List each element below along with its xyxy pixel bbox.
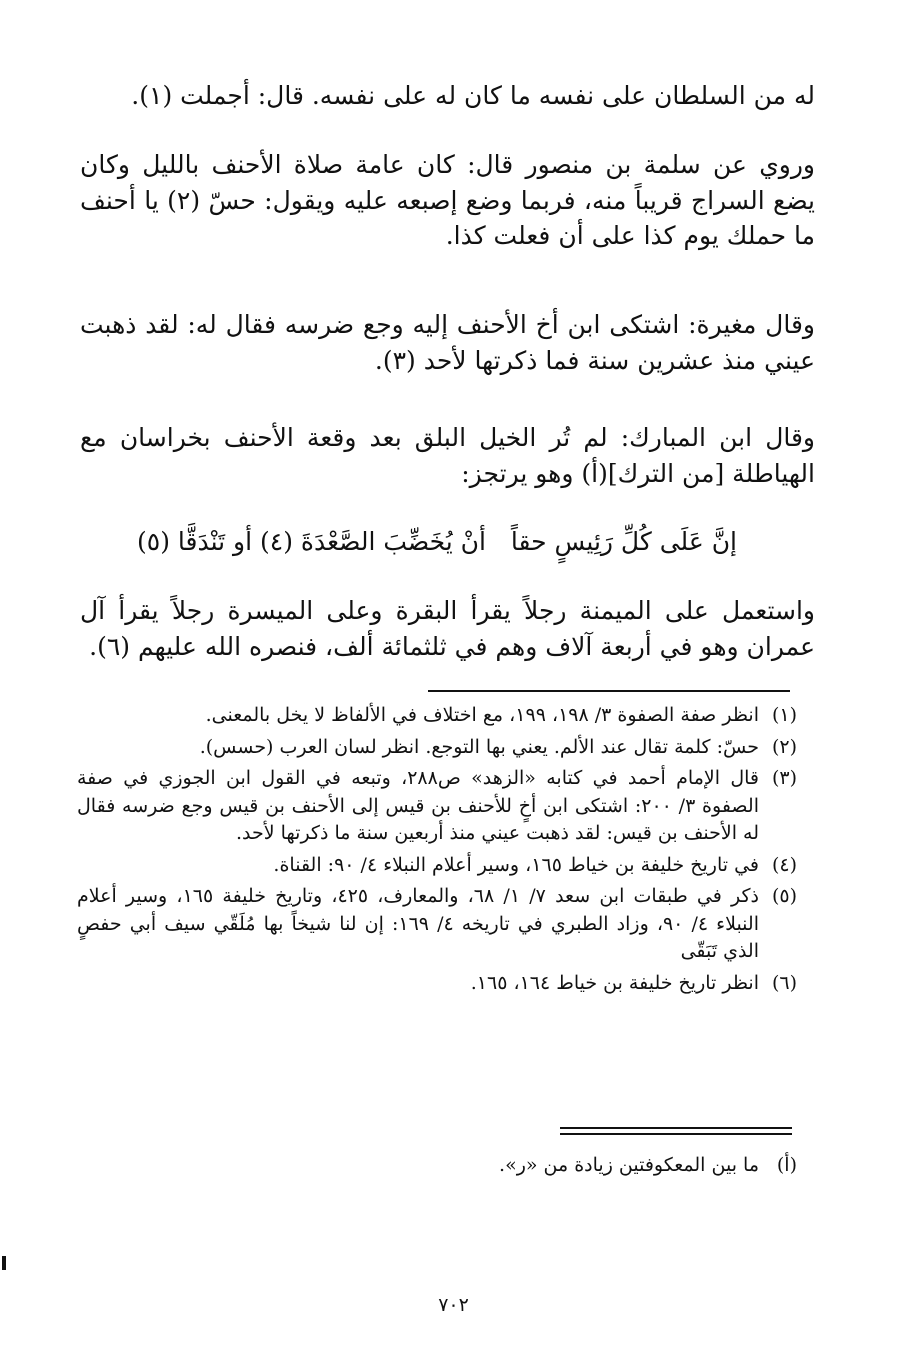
main-text-paragraph-5 (80, 593, 815, 664)
footnote-number: (٢) (771, 735, 797, 758)
footnote-text: انظر صفة الصفوة ٣/ ١٩٨، ١٩٩، مع اختلاف في الألفاظ لا يخل بالمعنى. (205, 704, 759, 726)
footnote-3 (77, 765, 797, 848)
footnote-number: (٣) (771, 767, 797, 790)
paragraph-text: وقال ابن المبارك: لم تُر الخيل البلق بعد وقعة الأحنف بخراسان مع الهياطلة [من الترك](أ) وهو يرتجز: (80, 423, 815, 488)
main-text-paragraph-3 (80, 307, 815, 378)
paragraph-text: وقال مغيرة: اشتكى ابن أخ الأحنف إليه وجع ضرسه فقال له: لقد ذهبت عيني منذ عشرين سنة فما ذكرتها لأحد (٣). (80, 310, 815, 375)
footnote-text: ذكر في طبقات ابن سعد ٧/ ١/ ٦٨، والمعارف، ٤٢٥، وتاريخ خليفة ١٦٥، وسير أعلام النبلاء ٤/ ٩٠، وزاد الطبري في تاريخه ٤/ ١٦٩: إن لنا شيخاً بها مُلَقّي سيف أبي حفصٍ الذي تَبَقّى (77, 885, 759, 963)
editor-note-separator (560, 1127, 792, 1135)
footnote-number: (٤) (771, 853, 797, 876)
paragraph-text: له من السلطان على نفسه ما كان له على نفسه. قال: أجملت (١). (131, 81, 815, 110)
editor-note (77, 1152, 797, 1184)
main-text-paragraph-2 (80, 147, 815, 254)
footnote-1 (77, 702, 797, 730)
scan-edge-mark (2, 1256, 6, 1270)
poetry-verse (137, 524, 737, 559)
footnote-number: (٥) (771, 885, 797, 908)
footnote-text: في تاريخ خليفة بن خياط ١٦٥، وسير أعلام النبلاء ٤/ ٩٠: القناة. (273, 853, 759, 876)
footnote-text: قال الإمام أحمد في كتابه «الزهد» ص٢٨٨، وتبعه في القول ابن الجوزي في صفة الصفوة ٣/ ٢٠٠: اشتكى ابن أخٍ للأحنف بن قيس إلى الأحنف بن قيس وجع ضرسه فقال له الأحنف بن قيس: لقد ذهبت عيني منذ أربعين سنة ما ذكرتها لأحد. (77, 767, 759, 845)
paragraph-text: واستعمل على الميمنة رجلاً يقرأ البقرة وعلى الميسرة رجلاً يقرأ آل عمران وهو في أربعة آلاف وهم في ثلثمائة ألف، فنصره الله عليهم (٦). (80, 596, 815, 661)
footnote-2 (77, 734, 797, 762)
footnotes-section (77, 702, 797, 1001)
paragraph-text: وروي عن سلمة بن منصور قال: كان عامة صلاة الأحنف بالليل وكان يضع السراج قريباً منه، فربما وضع إصبعه عليه ويقول: حسّ (٢) يا أحنف ما حملك يوم كذا على أن فعلت كذا. (80, 150, 816, 250)
footnote-separator (428, 690, 790, 692)
footnote-number: (١) (771, 704, 797, 726)
footnote-text: انظر تاريخ خليفة بن خياط ١٦٤، ١٦٥. (470, 971, 759, 994)
footnote-text: حسّ: كلمة تقال عند الألم. يعني بها التوجع. انظر لسان العرب (حسس). (199, 735, 759, 758)
footnote-5 (77, 883, 797, 966)
footnote-number: (٦) (771, 971, 797, 994)
editor-note-item (77, 1152, 797, 1180)
editor-note-text: ما بين المعكوفتين زيادة من «ر». (499, 1154, 759, 1176)
editor-note-marker: (أ) (776, 1154, 797, 1176)
footnote-4 (77, 852, 797, 880)
footnote-6 (77, 970, 797, 998)
verse-hemistich-first: إنَّ عَلَى كُلِّ رَئِيسٍ حقاً (510, 527, 737, 556)
page-number: ٧٠٢ (438, 1294, 469, 1316)
verse-hemistich-second: أنْ يُخَضِّبَ الصَّعْدَةَ (٤) أو تَنْدَقَّا (٥) (137, 527, 486, 556)
main-text-paragraph-1 (80, 78, 815, 114)
main-text-paragraph-4 (80, 420, 815, 491)
